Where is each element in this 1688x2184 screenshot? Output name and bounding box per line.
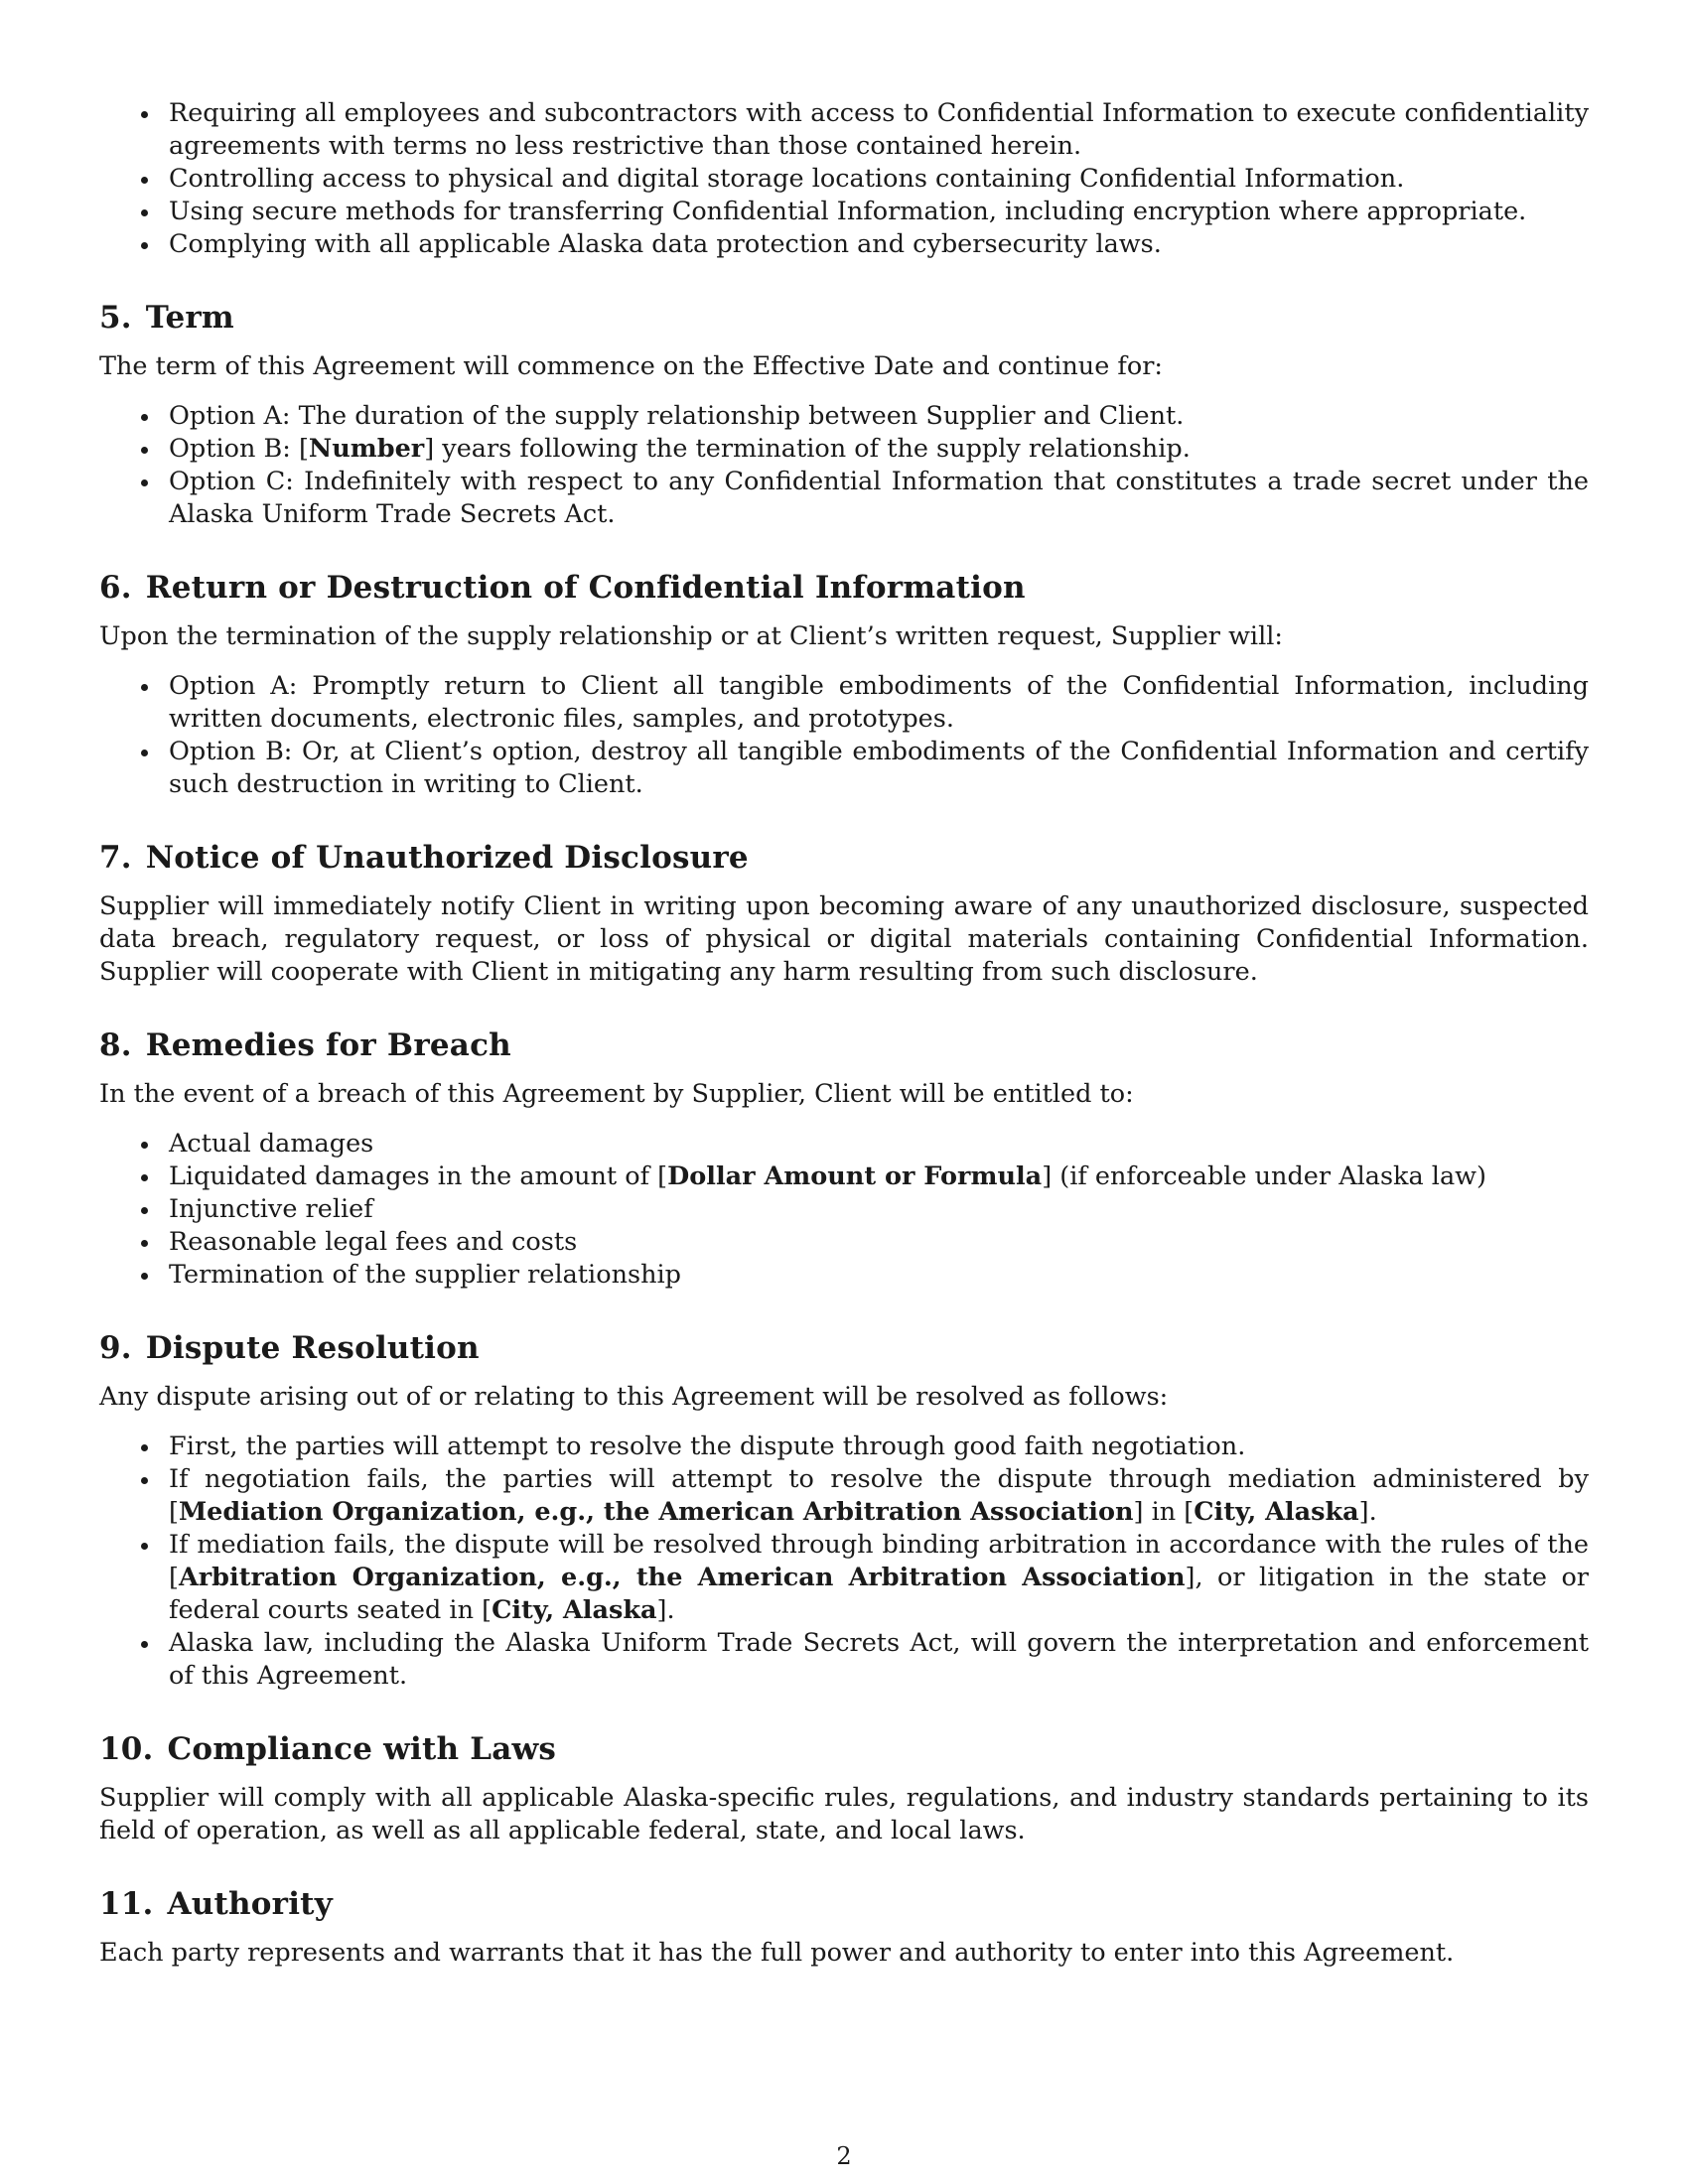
placeholder-dollar-amount: Dollar Amount or Formula bbox=[667, 1161, 1043, 1191]
list-item: Actual damages bbox=[99, 1128, 1589, 1160]
return-intro: Upon the termination of the supply relationship or at Client’s written request, Supplier will: bbox=[99, 621, 1283, 651]
section-title: Authority bbox=[167, 1886, 333, 1922]
section-heading-term bbox=[99, 299, 1589, 337]
dispute-intro: Any dispute arising out of or relating to this Agreement will be resolved as follows: bbox=[99, 1382, 1169, 1412]
dispute-steps-list bbox=[99, 1431, 1589, 1693]
section-title: Return or Destruction of Confidential Information bbox=[145, 570, 1026, 606]
placeholder-number: Number bbox=[308, 434, 425, 464]
list-item: Injunctive relief bbox=[99, 1193, 1589, 1226]
remedies-list bbox=[99, 1128, 1589, 1292]
placeholder-city: City, Alaska bbox=[492, 1595, 657, 1625]
term-intro: The term of this Agreement will commence on the Effective Date and continue for: bbox=[99, 351, 1163, 381]
security-measures-list bbox=[99, 97, 1589, 261]
return-options-list bbox=[99, 670, 1589, 801]
list-item: Controlling access to physical and digital storage locations containing Confidential Information. bbox=[99, 163, 1589, 196]
list-item: Option A: Promptly return to Client all tangible embodiments of the Confidential Information, including written documents, electronic files, samples, and prototypes. bbox=[99, 670, 1589, 736]
compliance-body: Supplier will comply with all applicable Alaska-specific rules, regulations, and industry standards pertaining to its field of operation, as well as all applicable federal, state, and local laws. bbox=[99, 1783, 1589, 1845]
section-title: Dispute Resolution bbox=[145, 1330, 480, 1366]
section-number: 6. bbox=[99, 570, 132, 606]
document-page bbox=[99, 97, 1589, 1970]
list-item: Requiring all employees and subcontractors with access to Confidential Information to execute confidentiality agreements with terms no less restrictive than those contained herein. bbox=[99, 97, 1589, 163]
section-title: Compliance with Laws bbox=[167, 1731, 557, 1767]
section-number: 9. bbox=[99, 1330, 132, 1366]
list-item: Reasonable legal fees and costs bbox=[99, 1226, 1589, 1259]
term-options-list bbox=[99, 400, 1589, 531]
placeholder-arbitration-org: Arbitration Organization, e.g., the American Arbitration Association bbox=[178, 1563, 1186, 1592]
placeholder-city: City, Alaska bbox=[1194, 1497, 1359, 1527]
section-number: 11. bbox=[99, 1886, 154, 1922]
placeholder-mediation-org: Mediation Organization, e.g., the American Arbitration Association bbox=[178, 1497, 1134, 1527]
section-title: Term bbox=[145, 300, 234, 336]
section-heading-compliance bbox=[99, 1730, 1589, 1768]
list-item: Liquidated damages in the amount of [Dollar Amount or Formula] (if enforceable under Alaska law) bbox=[99, 1160, 1589, 1193]
section-title: Remedies for Breach bbox=[145, 1027, 511, 1063]
section-heading-authority bbox=[99, 1885, 1589, 1923]
section-heading-notice bbox=[99, 839, 1589, 877]
list-item: Option B: [Number] years following the termination of the supply relationship. bbox=[99, 433, 1589, 466]
list-item: First, the parties will attempt to resolve the dispute through good faith negotiation. bbox=[99, 1431, 1589, 1463]
section-number: 7. bbox=[99, 840, 132, 876]
list-item: Option A: The duration of the supply relationship between Supplier and Client. bbox=[99, 400, 1589, 433]
section-heading-return bbox=[99, 569, 1589, 607]
list-item: Using secure methods for transferring Confidential Information, including encryption where appropriate. bbox=[99, 196, 1589, 228]
section-number: 8. bbox=[99, 1027, 132, 1063]
section-heading-dispute bbox=[99, 1329, 1589, 1367]
list-item: Termination of the supplier relationship bbox=[99, 1259, 1589, 1292]
list-item: Option B: Or, at Client’s option, destroy all tangible embodiments of the Confidential Information and certify such destruction in writing to Client. bbox=[99, 736, 1589, 801]
list-item: Complying with all applicable Alaska data protection and cybersecurity laws. bbox=[99, 228, 1589, 261]
section-number: 5. bbox=[99, 300, 132, 336]
section-heading-remedies bbox=[99, 1026, 1589, 1064]
list-item: Option C: Indefinitely with respect to any Confidential Information that constitutes a trade secret under the Alaska Uniform Trade Secrets Act. bbox=[99, 466, 1589, 531]
section-title: Notice of Unauthorized Disclosure bbox=[145, 840, 749, 876]
notice-body: Supplier will immediately notify Client in writing upon becoming aware of any unauthorized disclosure, suspected data breach, regulatory request, or loss of physical or digital materials containing Confidential Information. Supplier will cooperate with Client in mitigating any harm resulting from such disclosure. bbox=[99, 891, 1589, 987]
list-item: If negotiation fails, the parties will attempt to resolve the dispute through mediation administered by [Mediation Organization, e.g., the American Arbitration Association] in [City, Alaska]. bbox=[99, 1463, 1589, 1529]
page-number: 2 bbox=[836, 2142, 852, 2170]
authority-body: Each party represents and warrants that it has the full power and authority to enter into this Agreement. bbox=[99, 1938, 1455, 1968]
list-item: If mediation fails, the dispute will be resolved through binding arbitration in accordance with the rules of the [Arbitration Organization, e.g., the American Arbitration Association], or litigation in the state or federal courts seated in [City, Alaska]. bbox=[99, 1529, 1589, 1627]
list-item: Alaska law, including the Alaska Uniform Trade Secrets Act, will govern the interpretation and enforcement of this Agreement. bbox=[99, 1627, 1589, 1693]
remedies-intro: In the event of a breach of this Agreement by Supplier, Client will be entitled to: bbox=[99, 1079, 1134, 1109]
section-number: 10. bbox=[99, 1731, 154, 1767]
